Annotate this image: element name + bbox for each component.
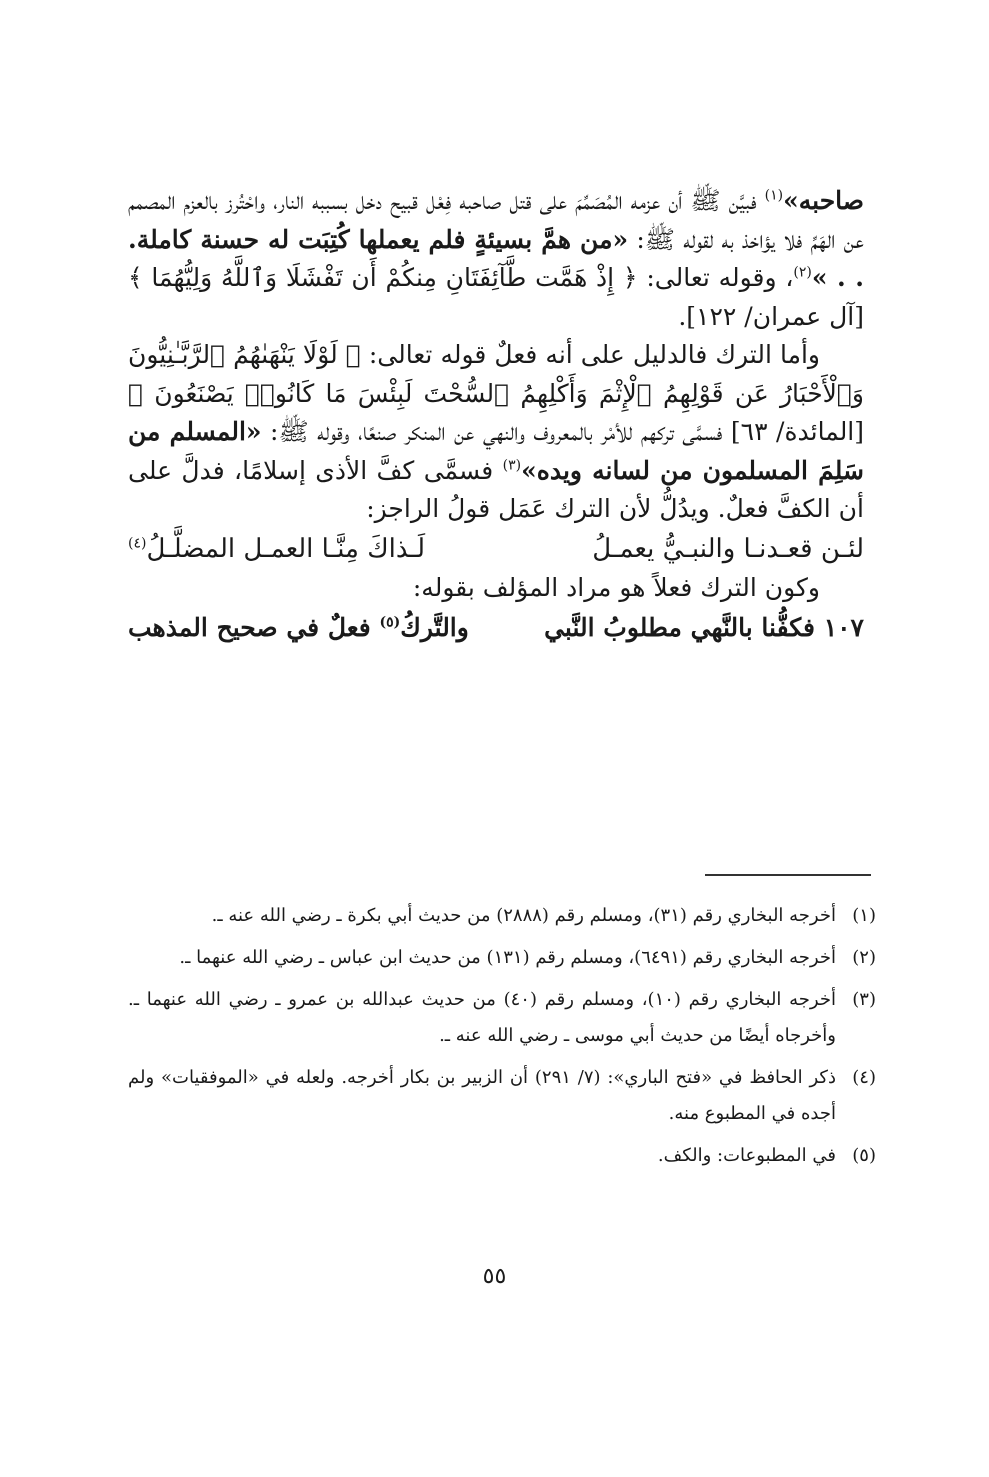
matn-number: ١٠٧: [823, 613, 864, 642]
footnote-5: [128, 1138, 876, 1174]
footnote-1: [128, 898, 876, 934]
paragraph-3: وكون الترك فعلاً هو مراد المؤلف بقوله:: [412, 572, 820, 602]
matn-second-text-a: والتَّركُ: [400, 613, 469, 642]
footnote-3: [128, 982, 876, 1054]
footnote-separator: [705, 874, 871, 876]
hadith-ending: صاحبه»: [783, 186, 864, 215]
footnote-number: (١): [852, 905, 876, 926]
paragraph-text: فبيَّن ﷺ أن عزمه المُصَمِّمَ على قتل صاحبه فِعْل قبيح دخل بسببه النار، واحْتُرز بالعزم المصمم عن الهَمِّ فلا يؤاخذ به لقوله ﷺ:: [128, 186, 864, 254]
paragraph-2: [128, 336, 864, 529]
hadith-quote: «من همَّ بسيئةٍ فلم يعملها كُتِبَت له حسنة كاملة. . . »: [128, 224, 864, 292]
poem-second-hemistich: [128, 529, 425, 569]
matn-second-half: [128, 607, 469, 649]
footnote-ref-2: (٢): [793, 264, 812, 281]
quran-verse: ﴿ لَوْلَا يَنْهَىٰهُمُ ٱلرَّبَّـٰنِيُّونَ وَٱلْأَحْبَارُ عَن قَوْلِهِمُ ٱلْإِثْمَ وَأَكْلِهِمُ ٱلسُّحْتَ لَبِئْسَ مَا كَانُوا۟ يَصْنَعُونَ ﴾: [128, 340, 864, 408]
footnote-ref-1: (١): [764, 187, 784, 204]
matn-first-half: [544, 607, 864, 649]
paragraph-1: [128, 182, 864, 336]
footnote-number: (٢): [852, 947, 876, 968]
footnote-ref-4: (٤): [128, 534, 147, 551]
poem-first-hemistich: لئـن قعـدنـا والنبـيُّ يعمـلُ: [592, 533, 864, 564]
footnotes: [128, 898, 876, 1180]
hadith-quote: «المسلم من سَلِمَ المسلمون من لسانه ويده»: [128, 417, 864, 485]
matn-verse: [128, 607, 864, 649]
footnote-ref-5: (٥): [379, 614, 401, 631]
verse-reference: [آل عمران/ ١٢٢].: [678, 301, 864, 331]
footnote-text: أخرجه البخاري رقم (٣١)، ومسلم رقم (٢٨٨٨) من حديث أبي بكرة ـ رضي الله عنه ـ.: [211, 905, 836, 926]
footnote-number: (٥): [852, 1145, 876, 1166]
page-number: ٥٥: [482, 1264, 507, 1289]
footnote-ref-3: (٣): [502, 457, 522, 474]
footnote-text: أخرجه البخاري رقم (١٠)، ومسلم رقم (٤٠) من حديث عبدالله بن عمرو ـ رضي الله عنهما ـ. وأخرجاه أيضًا من حديث أبي موسى ـ رضي الله عنه ـ.: [128, 989, 836, 1046]
poem-second-text: لَـذاكَ مِنَّـا العمـل المضلَّـلُ: [146, 533, 426, 564]
footnote-2: [128, 940, 876, 976]
paragraph-text: وأما الترك فالدليل على أنه فعلٌ قوله تعالى:: [360, 340, 820, 369]
matn-first-text: فكفُّنا بالنَّهي مطلوبُ النَّبي: [544, 613, 815, 642]
paragraph-text: فسمَّى كفَّ الأذى إسلامًا، فدلَّ على أن الكفَّ فعلٌ. ويدُلُّ لأن الترك عَمَل قولُ الراجز:: [128, 455, 864, 523]
paragraph-text: [المائدة/ ٦٣] فسمَّى تركهم للأمْر بالمعروف والنهي عن المنكر صنعًا، وقوله ﷺ:: [261, 417, 865, 446]
footnote-text: ذكر الحافظ في «فتح الباري»: (٧/ ٢٩١) أن الزبير بن بكار أخرجه. ولعله في «الموفقيات» ولم أجده في المطبوع منه.: [128, 1067, 836, 1124]
paragraph-text: ، وقوله تعالى:: [637, 263, 794, 292]
footnote-number: (٤): [852, 1067, 876, 1088]
poem-verse: [128, 529, 864, 569]
footnote-number: (٣): [852, 989, 876, 1010]
matn-second-text-b: فعلٌ في صحيح المذهب: [128, 613, 380, 642]
main-text: [128, 182, 864, 649]
footnote-4: [128, 1060, 876, 1132]
footnote-text: في المطبوعات: والكف.: [657, 1145, 836, 1166]
quran-verse: ﴿ إِذْ هَمَّت طَّآئِفَتَانِ مِنكُمْ أَن تَفْشَلَا وَٱللَّهُ وَلِيُّهُمَا ﴾: [128, 263, 638, 292]
footnote-text: أخرجه البخاري رقم (٦٤٩١)، ومسلم رقم (١٣١) من حديث ابن عباس ـ رضي الله عنهما ـ.: [179, 947, 836, 968]
